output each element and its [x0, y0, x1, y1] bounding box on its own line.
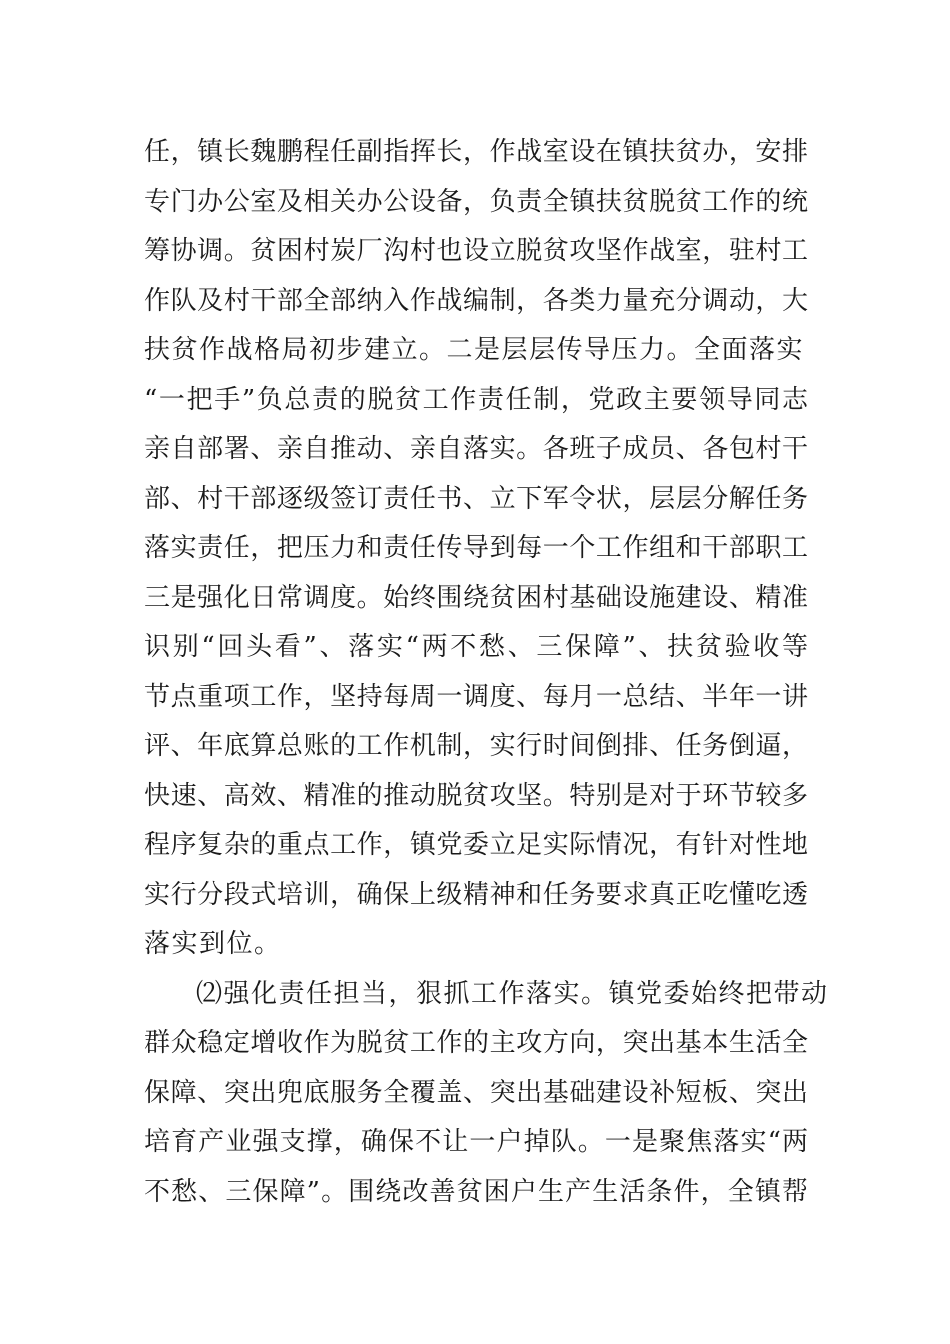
text-line: 筹协调。贫困村炭厂沟村也设立脱贫攻坚作战室，驻村工 [144, 236, 808, 266]
text-line: 评、年底算总账的工作机制，实行时间倒排、任务倒逼， [144, 731, 808, 761]
text-line: 任，镇长魏鹏程任副指挥长，作战室设在镇扶贫办，安排 [144, 137, 808, 167]
text-line: 节点重项工作，坚持每周一调度、每月一总结、半年一讲 [144, 681, 808, 712]
text-line: 三是强化日常调度。始终围绕贫困村基础设施建设、精准 [144, 582, 808, 613]
text-line: 不愁、三保障”。围绕改善贫困户生产生活条件，全镇帮 [144, 1176, 808, 1207]
text-line: 落实责任，把压力和责任传导到每一个工作组和干部职工 [144, 533, 808, 563]
text-line: 部、村干部逐级签订责任书、立下军令状，层层分解任务 [144, 483, 808, 514]
body-text [144, 128, 829, 1217]
text-line: 扶贫作战格局初步建立。二是层层传导压力。全面落实 [144, 335, 805, 365]
text-line: 落实到位。 [144, 929, 282, 959]
text-line: 快速、高效、精准的推动脱贫攻坚。特别是对于环节较多 [144, 780, 808, 811]
text-line: 专门办公室及相关办公设备，负责全镇扶贫脱贫工作的统 [144, 186, 808, 217]
text-line: “一把手”负总责的脱贫工作责任制，党政主要领导同志 [144, 384, 808, 415]
text-line: 识别“回头看”、落实“两不愁、三保障”、扶贫验收等 [144, 632, 808, 662]
text-line: 培育产业强支撑，确保不让一户掉队。一是聚焦落实“两 [144, 1127, 808, 1157]
text-line: 群众稳定增收作为脱贫工作的主攻方向，突出基本生活全 [144, 1028, 808, 1058]
text-line: 亲自部署、亲自推动、亲自落实。各班子成员、各包村干 [144, 434, 808, 464]
text-line: 保障、突出兜底服务全覆盖、突出基础建设补短板、突出 [144, 1077, 808, 1108]
text-line: 实行分段式培训，确保上级精神和任务要求真正吃懂吃透 [144, 879, 808, 910]
text-line: 程序复杂的重点工作，镇党委立足实际情况，有针对性地 [144, 830, 808, 860]
paragraph-heading: ⑵强化责任担当，狠抓工作落实。镇党委始终把带动 [196, 978, 829, 1009]
text-line: 作队及村干部全部纳入作战编制，各类力量充分调动，大 [144, 285, 808, 316]
